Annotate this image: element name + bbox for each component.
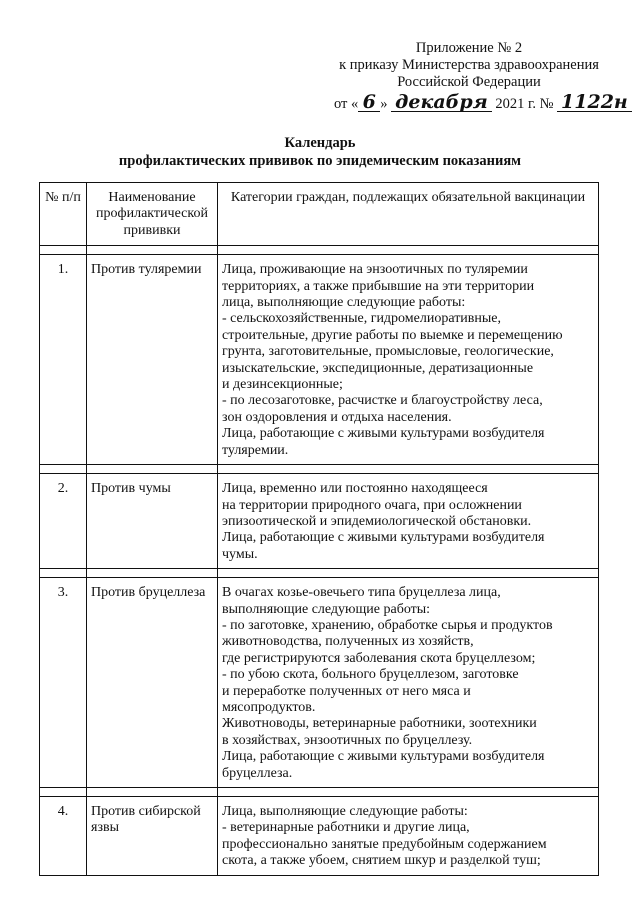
table-row (40, 797, 599, 876)
category-line: эпизоотической и эпидемиологической обстановки. (222, 513, 532, 529)
category-line: скота, а также убоем, снятием шкур и разделкой туш; (222, 853, 541, 869)
table-row (40, 255, 599, 465)
title-line-2: профилактических прививок по эпидемическим показаниям (118, 153, 522, 169)
title-line-1: Календарь (284, 135, 356, 151)
document-title (0, 134, 640, 170)
row-gap (40, 246, 599, 255)
row-number: 2. (40, 474, 87, 569)
gap-cell (40, 788, 87, 797)
category-line: Лица, работающие с живыми культурами возбудителя (222, 426, 545, 442)
row-gap (40, 569, 599, 578)
vaccination-name: Против туляремии (87, 255, 218, 465)
category-line: - сельскохозяйственные, гидромелиоративные, (222, 311, 502, 327)
category-line: - ветеринарные работники и другие лица, (222, 820, 470, 836)
citizen-categories (218, 578, 599, 788)
header-name: Наименование профилактической прививки (87, 183, 218, 246)
category-line: Лица, работающие с живыми культурами возбудителя (222, 749, 545, 765)
gap-cell (218, 246, 599, 255)
gap-cell (218, 465, 599, 474)
category-line: Лица, выполняющие следующие работы: (222, 804, 468, 819)
category-line: в хозяйствах, энзоотичных по бруцеллезу. (222, 732, 473, 748)
citizen-categories (218, 474, 599, 569)
category-line: изыскательские, экспедиционные, дератизационные (222, 360, 534, 376)
vaccination-name: Против сибирской язвы (87, 797, 218, 876)
row-gap (40, 465, 599, 474)
gap-cell (40, 569, 87, 578)
order-number: 1122н (557, 93, 632, 112)
row-number: 1. (40, 255, 87, 465)
header-num: № п/п (40, 183, 87, 246)
document-header (334, 40, 628, 113)
category-line: на территории природного очага, при осложнении (222, 497, 522, 513)
category-line: лица, выполняющие следующие работы: (222, 295, 466, 311)
gap-cell (87, 465, 218, 474)
category-line: выполняющие следующие работы: (222, 601, 431, 617)
citizen-categories (218, 255, 599, 465)
gap-cell (40, 246, 87, 255)
order-date-line (334, 91, 628, 113)
gap-cell (40, 465, 87, 474)
vaccination-name: Против бруцеллеза (87, 578, 218, 788)
category-line: бруцеллеза. (222, 765, 293, 781)
table-body (40, 246, 599, 875)
category-line: Лица, проживающие на энзоотичных по туляремии (222, 262, 528, 278)
category-line: профессионально занятые предубойным содержанием (222, 836, 547, 852)
category-line: Животноводы, ветеринарные работники, зоотехники (222, 716, 537, 732)
order-month: декабря (391, 93, 492, 112)
category-line: и переработке полученных от него мяса и (222, 683, 471, 699)
category-line: туляремии. (222, 442, 289, 458)
table-header-row (40, 183, 599, 246)
row-number: 3. (40, 578, 87, 788)
category-line: чумы. (222, 546, 258, 562)
vaccination-table (39, 182, 599, 876)
date-quote: » (380, 96, 388, 112)
category-line: строительные, другие работы по выемке и перемещению (222, 327, 563, 343)
category-line: территориях, а также прибывшие на эти территории (222, 278, 535, 294)
date-prefix: от « (334, 96, 359, 112)
category-line: Лица, временно или постоянно находящееся (222, 481, 488, 497)
category-line: В очагах козье-овечьего типа бруцеллеза лица, (222, 585, 501, 601)
order-reference: к приказу Министерства здравоохранения (339, 57, 599, 73)
category-line: - по убою скота, больного бруцеллезом, заготовке (222, 667, 519, 683)
gap-cell (218, 788, 599, 797)
citizen-categories (218, 797, 599, 876)
table-row (40, 578, 599, 788)
category-line: грунта, заготовительные, промысловые, геологические, (222, 344, 554, 360)
vaccination-name: Против чумы (87, 474, 218, 569)
category-line: животноводства, полученных из хозяйств, (222, 634, 474, 650)
category-line: где регистрируются заболевания скота бруцеллезом; (222, 650, 536, 666)
order-day: 6 (358, 93, 380, 112)
table-row (40, 474, 599, 569)
order-year: 2021 г. № (495, 96, 554, 112)
gap-cell (218, 569, 599, 578)
header-categories: Категории граждан, подлежащих обязательной вакцинации (218, 183, 599, 246)
category-line: мясопродуктов. (222, 699, 316, 715)
gap-cell (87, 788, 218, 797)
category-line: - по заготовке, хранению, обработке сырья и продуктов (222, 617, 553, 633)
row-gap (40, 788, 599, 797)
category-line: Лица, работающие с живыми культурами возбудителя (222, 530, 545, 546)
gap-cell (87, 569, 218, 578)
category-line: зон оздоровления и отдыха населения. (222, 409, 452, 425)
appendix-label: Приложение № 2 (415, 40, 523, 56)
row-number: 4. (40, 797, 87, 876)
category-line: - по лесозаготовке, расчистке и благоустройству леса, (222, 393, 543, 409)
category-line: и дезинсекционные; (222, 377, 343, 393)
federation-label: Российской Федерации (397, 74, 541, 90)
gap-cell (87, 246, 218, 255)
